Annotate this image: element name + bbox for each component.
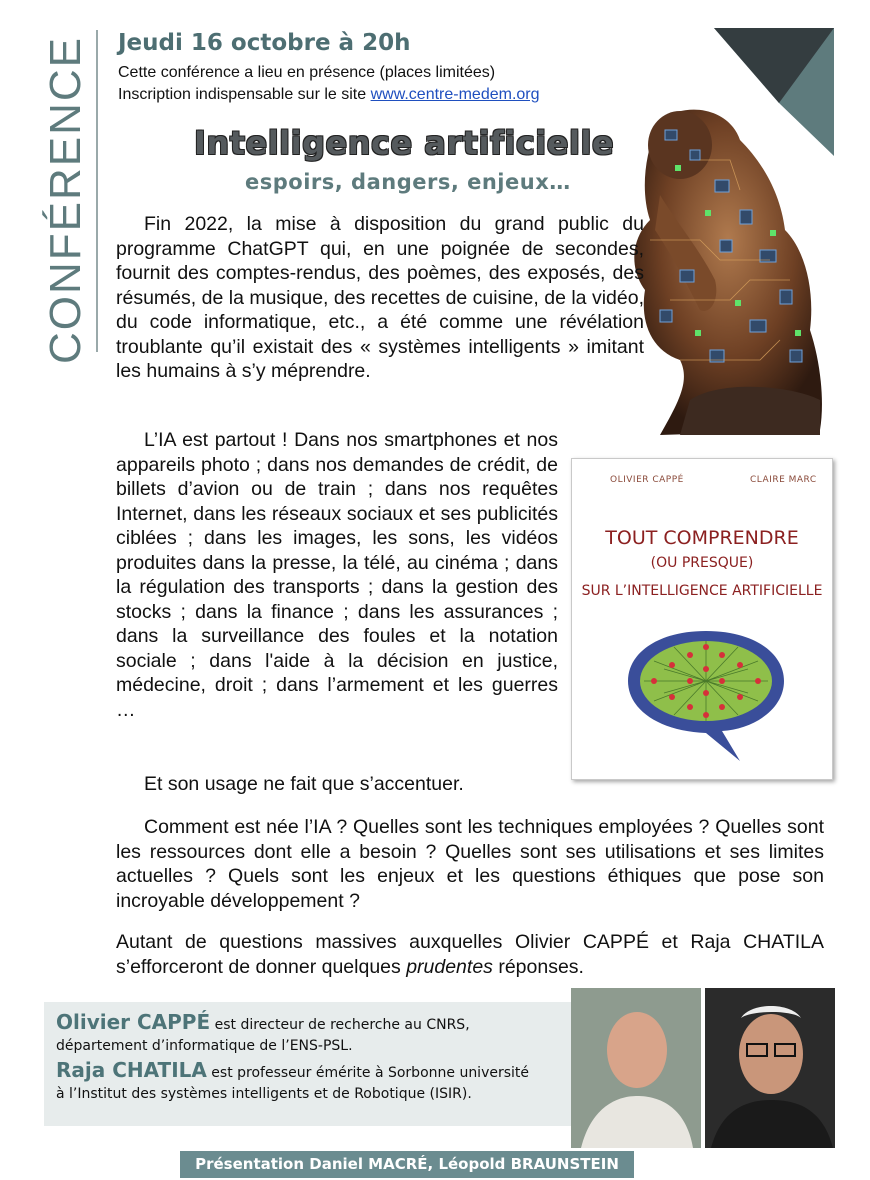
side-label-text: CONFÉRENCE	[41, 35, 90, 365]
paragraph-2	[116, 428, 558, 722]
paragraph-3	[116, 815, 824, 913]
bio-1-text-a: est directeur de recherche au CNRS,	[210, 1017, 470, 1033]
paragraph-2b: Et son usage ne fait que s’accentuer.	[144, 773, 464, 795]
thinker-robot-image	[620, 100, 830, 440]
paragraph-4-after: réponses.	[492, 955, 584, 978]
event-date: Jeudi 16 octobre à 20h	[118, 30, 411, 56]
speaker-bio-block	[44, 1002, 572, 1126]
website-link[interactable]: www.centre-medem.org	[370, 86, 540, 103]
info-line-1: Cette conférence a lieu en présence (places limitées)	[118, 64, 496, 81]
speaker-photos	[571, 988, 835, 1148]
paragraph-1	[116, 212, 644, 384]
speaker-name-1: Olivier CAPPÉ	[56, 1010, 211, 1034]
side-divider	[96, 30, 98, 352]
bio-1-line-2: département d’informatique de l’ENS-PSL.	[56, 1038, 353, 1054]
page-subtitle: espoirs, dangers, enjeux…	[245, 170, 571, 194]
bio-1-line-1	[56, 1012, 470, 1035]
book-title-line-1: TOUT COMPRENDRE	[605, 527, 799, 549]
bio-2-text-a: est professeur émérite à Sorbonne université	[206, 1065, 530, 1081]
presentation-bar: Présentation Daniel MACRÉ, Léopold BRAUNSTEIN	[180, 1151, 634, 1178]
book-author-2: CLAIRE MARC	[750, 475, 817, 485]
page-title: Intelligence artificielle	[194, 124, 615, 162]
paragraph-3-text: Comment est née l’IA ? Quelles sont les techniques employées ? Quelles sont les ressources dont elle a besoin ? Quelles sont ses utilisations et ses limites actuelles ? Quels sont les enjeux et les questions éthiques que pose son incroyable développement ?	[116, 816, 824, 912]
book-title-line-3: SUR L’INTELLIGENCE ARTIFICIELLE	[581, 583, 823, 599]
paragraph-4-before: Autant de questions massives auxquelles Olivier CAPPÉ et Raja CHATILA s’efforceront de donner quelques	[116, 931, 824, 978]
bio-2-line-2: à l’Institut des systèmes intelligents et de Robotique (ISIR).	[56, 1086, 472, 1102]
book-title-line-2: (OU PRESQUE)	[650, 555, 754, 571]
info-line-2-prefix: Inscription indispensable sur le site	[118, 86, 371, 103]
paragraph-4	[116, 930, 824, 979]
paragraph-2-text: L’IA est partout ! Dans nos smartphones et nos appareils photo ; dans nos demandes de crédit, de billets d’avion ou de train ; dans nos requêtes Internet, dans les réseaux sociaux et ses publicités ciblées ; dans les images, les sons, les vidéos produites dans la presse, la télé, au cinéma ; dans la régulation des transports ; dans la gestion des stocks ; dans la finance ; dans les assurances ; dans la surveillance des foules et la notation sociale ; dans l'aide à la décision en justice, médecine, droit ; dans l’armement et les guerres …	[116, 429, 558, 721]
book-cover	[571, 458, 833, 780]
book-author-1: OLIVIER CAPPÉ	[610, 475, 684, 485]
paragraph-1-text: Fin 2022, la mise à disposition du grand public du programme ChatGPT qui, en une poignée de secondes, fournit des comptes-rendus, des poèmes, des exposés, des résumés, de la musique, des recettes de cuisine, de la vidéo, du code informatique, etc., a été comme une révélation troublante qu’il existait des « systèmes intelligents » imitant les humains à s’y méprendre.	[116, 213, 644, 382]
side-label	[38, 35, 94, 365]
info-line-2	[118, 86, 540, 104]
paragraph-4-emphasis: prudentes	[406, 955, 493, 978]
speaker-name-2: Raja CHATILA	[56, 1058, 207, 1082]
speech-bubble-network-icon	[624, 625, 789, 765]
bio-2-line-1	[56, 1060, 529, 1083]
